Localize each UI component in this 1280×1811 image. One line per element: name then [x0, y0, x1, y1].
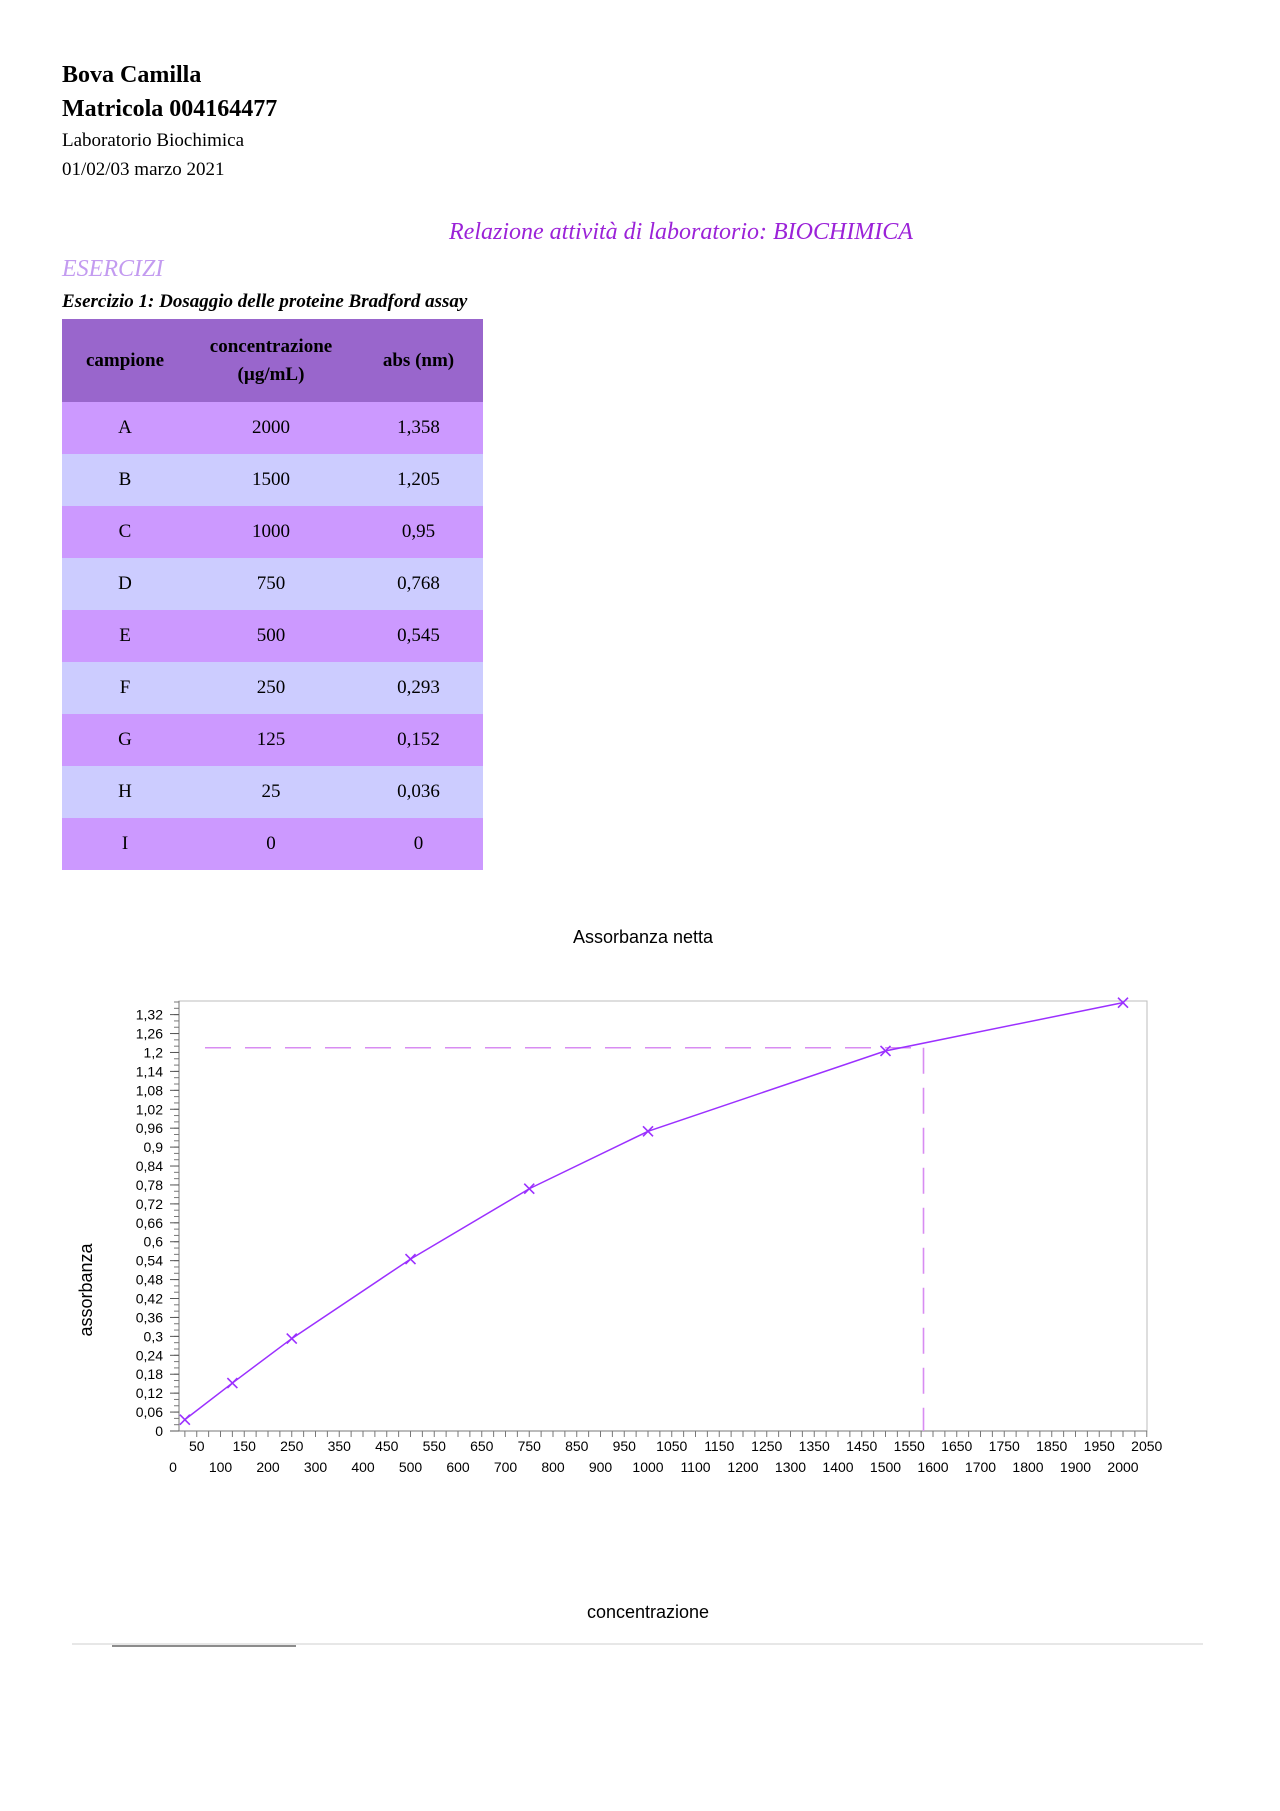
- table-row: [62, 818, 483, 870]
- x-tick-label: 300: [303, 1459, 328, 1475]
- cell-abs: 0,545: [354, 610, 483, 662]
- table-row: [62, 402, 483, 454]
- data-point: [643, 1126, 653, 1136]
- x-tick-label: 2000: [1107, 1459, 1139, 1475]
- x-tick-label: 900: [588, 1459, 613, 1475]
- x-tick-label: 150: [232, 1438, 256, 1454]
- x-tick-label: 1100: [680, 1459, 711, 1475]
- x-tick-label: 850: [565, 1438, 589, 1454]
- x-tick-label: 800: [541, 1459, 565, 1475]
- cell-campione: G: [62, 714, 188, 766]
- lab-name: Laboratorio Biochimica: [62, 130, 245, 151]
- chart-title: Assorbanza netta: [572, 927, 714, 947]
- y-tick-label: 1,2: [143, 1044, 163, 1061]
- student-matricola: Matricola 004164477: [62, 96, 278, 122]
- cell-campione: B: [62, 454, 188, 506]
- y-tick-label: 0,84: [135, 1158, 163, 1175]
- data-markers: [180, 998, 1128, 1425]
- section-heading: ESERCIZI: [62, 256, 164, 282]
- cell-concentrazione: 1500: [188, 454, 354, 506]
- cell-concentrazione: 250: [188, 662, 354, 714]
- data-point: [524, 1184, 534, 1194]
- table-row: [62, 558, 483, 610]
- cell-concentrazione: 0: [188, 818, 354, 870]
- x-tick-label: 1800: [1012, 1459, 1044, 1475]
- y-tick-label: 0,18: [135, 1366, 163, 1383]
- x-tick-label: 1550: [893, 1438, 925, 1454]
- cell-campione: D: [62, 558, 188, 610]
- cell-abs: 0,036: [354, 766, 483, 818]
- absorbance-chart: [0, 900, 1280, 1680]
- cell-campione: C: [62, 506, 188, 558]
- x-tick-label: 700: [493, 1459, 518, 1475]
- page-footer-rule: [72, 1644, 1203, 1646]
- y-tick-label: 0,72: [135, 1195, 163, 1212]
- x-tick-label: 0: [169, 1459, 177, 1475]
- x-tick-label: 2050: [1131, 1438, 1163, 1454]
- student-name: Bova Camilla: [62, 62, 202, 88]
- x-axis-label: concentrazione: [586, 1602, 710, 1622]
- plot-frame: [179, 1001, 1147, 1431]
- x-tick-label: 550: [422, 1438, 446, 1454]
- y-tick-label: 0,36: [135, 1309, 163, 1326]
- y-tick-labels: [136, 1007, 179, 1439]
- document-header: [62, 58, 277, 184]
- data-point: [406, 1254, 416, 1264]
- x-tick-label: 1650: [941, 1438, 973, 1454]
- y-tick-label: 0,06: [135, 1404, 163, 1421]
- x-tick-label: 350: [327, 1438, 351, 1454]
- cell-concentrazione: 1000: [188, 506, 354, 558]
- y-tick-label: 1,32: [135, 1006, 163, 1023]
- lab-date: 01/02/03 marzo 2021: [62, 159, 225, 180]
- x-tick-label: 1750: [988, 1438, 1020, 1454]
- report-title-text: Relazione attività di laboratorio: BIOCHIMICA: [449, 219, 913, 245]
- cell-concentrazione: 750: [188, 558, 354, 610]
- y-tick-label: 0: [155, 1423, 163, 1439]
- y-tick-label: 1,14: [135, 1063, 163, 1080]
- y-tick-label: 0,9: [143, 1139, 163, 1156]
- x-minor-ticks: [185, 1431, 1147, 1437]
- y-tick-label: 1,08: [135, 1082, 163, 1099]
- column-header-abs: abs (nm): [354, 319, 483, 402]
- cell-campione: I: [62, 818, 188, 870]
- report-title: [0, 219, 1280, 246]
- table-row: [62, 610, 483, 662]
- x-tick-label: 50: [188, 1438, 205, 1454]
- y-tick-label: 0,54: [135, 1252, 163, 1269]
- table-header-row: [62, 319, 483, 402]
- x-tick-label: 1600: [917, 1459, 949, 1475]
- x-tick-label: 1500: [869, 1459, 902, 1475]
- x-tick-label: 200: [256, 1459, 280, 1475]
- cell-campione: H: [62, 766, 188, 818]
- cell-abs: 0,95: [354, 506, 483, 558]
- x-tick-label: 950: [612, 1438, 636, 1454]
- cell-abs: 0,293: [354, 662, 483, 714]
- data-point: [227, 1378, 237, 1388]
- x-tick-label: 1350: [798, 1438, 830, 1454]
- x-tick-label: 1250: [751, 1438, 783, 1454]
- x-tick-label: 1300: [774, 1459, 807, 1475]
- table-row: [62, 454, 483, 506]
- y-tick-label: 1,02: [135, 1101, 163, 1118]
- cell-concentrazione: 25: [188, 766, 354, 818]
- x-tick-label: 1700: [964, 1459, 997, 1475]
- cell-concentrazione: 125: [188, 714, 354, 766]
- y-tick-label: 1,26: [135, 1025, 163, 1042]
- cell-campione: E: [62, 610, 188, 662]
- x-tick-labels: [169, 1438, 1162, 1475]
- x-tick-label: 600: [446, 1459, 470, 1475]
- data-point: [180, 1415, 190, 1425]
- y-axis-label: assorbanza: [76, 1243, 96, 1337]
- cell-abs: 0: [354, 818, 483, 870]
- x-tick-label: 1900: [1059, 1459, 1092, 1475]
- cell-abs: 1,205: [354, 454, 483, 506]
- cell-abs: 0,152: [354, 714, 483, 766]
- cell-abs: 0,768: [354, 558, 483, 610]
- cell-concentrazione: 2000: [188, 402, 354, 454]
- y-tick-label: 0,6: [143, 1233, 163, 1250]
- x-tick-label: 1150: [704, 1438, 735, 1454]
- y-tick-label: 0,78: [135, 1176, 163, 1193]
- x-tick-label: 1450: [846, 1438, 878, 1454]
- column-header-concentrazione-text: concentrazione (µg/mL): [209, 335, 333, 385]
- cell-campione: A: [62, 402, 188, 454]
- x-tick-label: 250: [280, 1438, 304, 1454]
- table-row: [62, 506, 483, 558]
- x-tick-label: 650: [470, 1438, 494, 1454]
- y-tick-label: 0,24: [135, 1347, 163, 1364]
- data-point: [287, 1334, 297, 1344]
- cell-campione: F: [62, 662, 188, 714]
- y-tick-label: 0,48: [135, 1271, 163, 1288]
- bradford-table: [62, 319, 483, 870]
- reference-lines: [205, 1048, 924, 1431]
- x-tick-label: 1050: [656, 1438, 688, 1454]
- x-tick-label: 1850: [1036, 1438, 1068, 1454]
- x-tick-label: 1000: [632, 1459, 664, 1475]
- x-tick-label: 750: [517, 1438, 541, 1454]
- table-row: [62, 766, 483, 818]
- y-tick-label: 0,42: [135, 1290, 163, 1307]
- table-row: [62, 714, 483, 766]
- x-tick-label: 100: [208, 1459, 233, 1475]
- x-tick-label: 400: [351, 1459, 375, 1475]
- x-tick-label: 1400: [822, 1459, 854, 1475]
- x-tick-label: 1200: [727, 1459, 759, 1475]
- column-header-concentrazione: [188, 319, 354, 402]
- y-tick-label: 0,66: [135, 1214, 163, 1231]
- cell-abs: 1,358: [354, 402, 483, 454]
- y-minor-ticks: [174, 1002, 179, 1431]
- x-tick-label: 450: [375, 1438, 399, 1454]
- exercise-heading: Esercizio 1: Dosaggio delle proteine Bradford assay: [62, 291, 468, 312]
- table-row: [62, 662, 483, 714]
- x-tick-label: 500: [398, 1459, 423, 1475]
- cell-concentrazione: 500: [188, 610, 354, 662]
- series-line: [185, 1003, 1123, 1420]
- y-tick-label: 0,12: [135, 1385, 163, 1402]
- column-header-campione: campione: [62, 319, 188, 402]
- x-tick-label: 1950: [1083, 1438, 1115, 1454]
- y-tick-label: 0,96: [135, 1120, 163, 1137]
- y-tick-label: 0,3: [143, 1328, 163, 1345]
